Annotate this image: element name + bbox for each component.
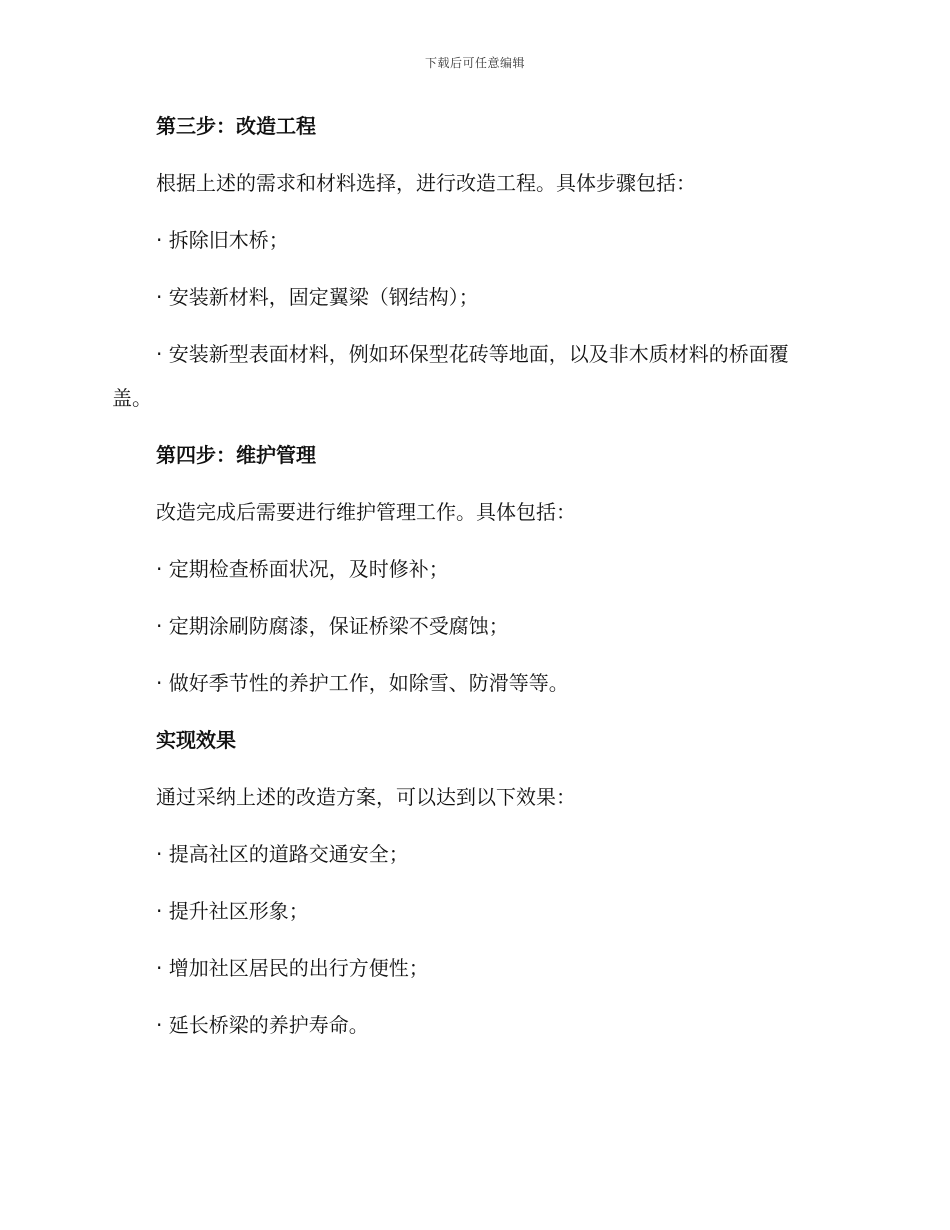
list-item: · 安装新型表面材料，例如环保型花砖等地面，以及非木质材料的桥面覆盖。 bbox=[112, 342, 789, 410]
list-item: · 增加社区居民的出行方便性； bbox=[156, 956, 429, 980]
list-item: · 延长桥梁的养护寿命。 bbox=[156, 1013, 369, 1037]
list-item: · 拆除旧木桥； bbox=[156, 228, 289, 252]
list-item: · 做好季节性的养护工作，如除雪、防滑等等。 bbox=[156, 671, 569, 695]
list-item: · 定期涂刷防腐漆，保证桥梁不受腐蚀； bbox=[156, 614, 509, 638]
list-item: · 安装新材料，固定翼梁（钢结构）； bbox=[156, 285, 479, 309]
section-heading: 实现效果 bbox=[156, 728, 236, 752]
list-item: · 定期检查桥面状况，及时修补； bbox=[156, 557, 449, 581]
section-intro: 通过采纳上述的改造方案，可以达到以下效果： bbox=[156, 785, 576, 809]
document-body bbox=[112, 112, 828, 1039]
list-item: · 提高社区的道路交通安全； bbox=[156, 842, 409, 866]
section-intro: 改造完成后需要进行维护管理工作。具体包括： bbox=[156, 500, 576, 524]
page-header: 下载后可任意编辑 bbox=[424, 56, 525, 70]
section-heading: 第三步：改造工程 bbox=[156, 114, 316, 138]
section-heading: 第四步：维护管理 bbox=[156, 443, 316, 467]
section-intro: 根据上述的需求和材料选择，进行改造工程。具体步骤包括： bbox=[156, 171, 696, 195]
list-item: · 提升社区形象； bbox=[156, 899, 309, 923]
